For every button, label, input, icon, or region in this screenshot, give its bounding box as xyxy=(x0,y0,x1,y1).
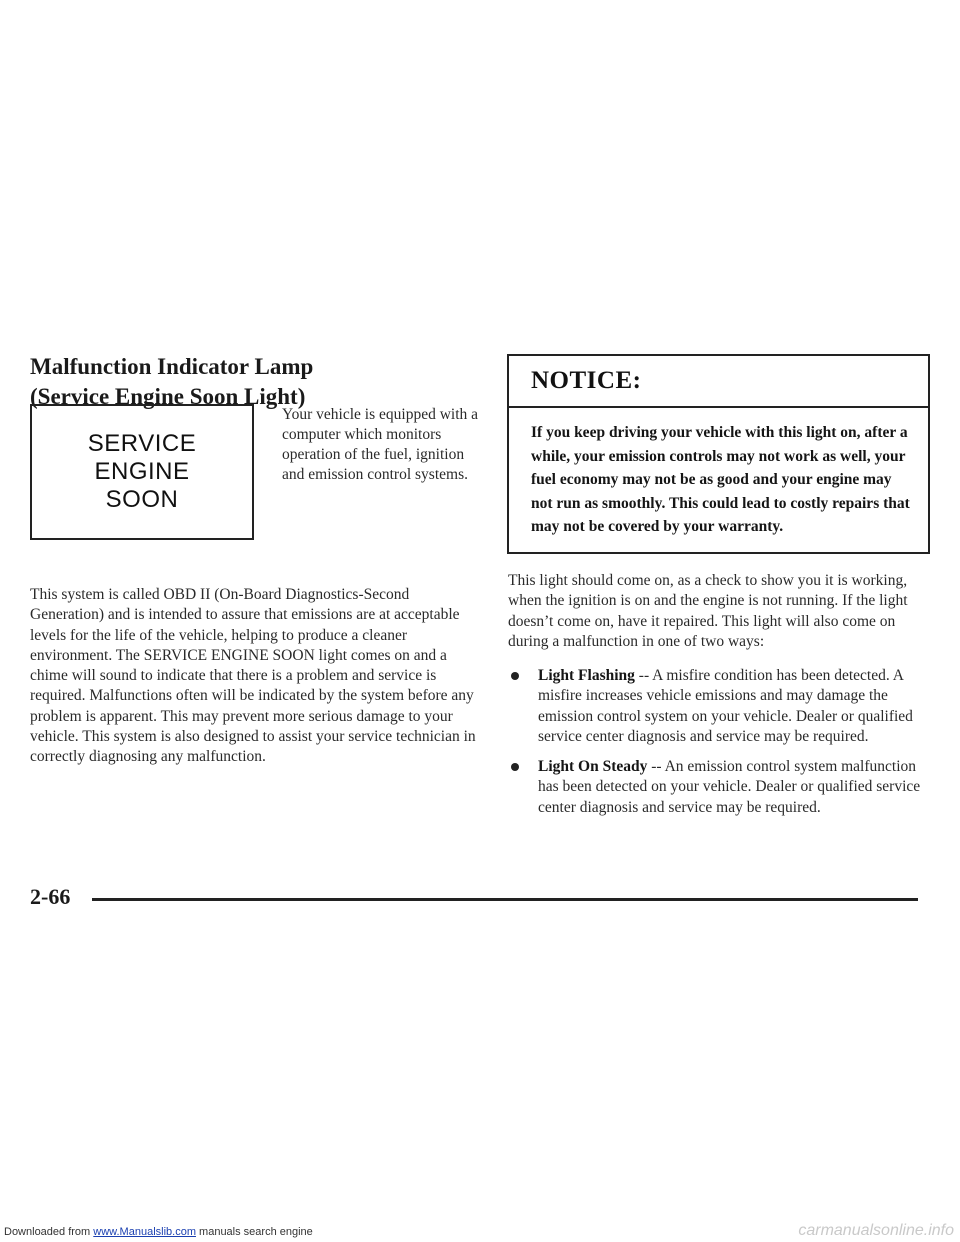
section-heading-line1: Malfunction Indicator Lamp xyxy=(30,354,314,379)
lamp-text-line1: SERVICE xyxy=(87,430,197,457)
bulb-check-paragraph: This light should come on, as a check to show you it is working, when the ignition is on and the engine is not running. If the light doesn’t come on, have it repaired. This light will also come on during a malfunction in one of two ways: xyxy=(508,572,908,650)
list-item-text: -- A misfire condition has been detected. A misfire increases vehicle emissions and may damage the emission control system on your vehicle. Dealer or qualified service center diagnosis and service may be required. xyxy=(538,667,913,745)
intro-paragraph: Your vehicle is equipped with a computer which monitors operation of the fuel, ignition and emission control systems. xyxy=(282,406,479,483)
bullet-icon xyxy=(511,672,519,680)
section-heading-line2: (Service Engine Soon Light) xyxy=(30,384,306,409)
bullet-icon xyxy=(511,763,519,771)
page-number: 2-66 xyxy=(30,884,71,909)
notice-title: NOTICE: xyxy=(509,356,928,408)
footer-prefix: Downloaded from xyxy=(4,1226,94,1238)
footer-divider xyxy=(92,898,918,901)
notice-body: If you keep driving your vehicle with this light on, after a while, your emission controls may not work as well, your fuel economy may not be as good and your engine may not run as smoothly. This could lead to costly repairs that may not be covered by your warranty. xyxy=(531,424,910,535)
obd-paragraph: This system is called OBD II (On-Board Diagnostics-Second Generation) and is intended to assure that emissions are at acceptable levels for the life of the vehicle, helping to produce a cleaner environment. The SERVICE ENGINE SOON light comes on and a chime will sound to indicate that there is a problem and service is required. Malfunctions often will be indicated by the system before any problem is apparent. This may prevent more serious damage to your vehicle. This system is also designed to assist your service technician in correctly diagnosing any malfunction. xyxy=(30,586,476,766)
list-item xyxy=(508,666,928,747)
download-footer xyxy=(4,1226,313,1238)
section-heading xyxy=(30,352,470,412)
service-engine-soon-lamp-graphic xyxy=(30,404,254,540)
list-item-text: -- An emission control system malfunction has been detected on your vehicle. Dealer or qualified service center diagnosis and service may be required. xyxy=(538,758,921,816)
notice-box xyxy=(507,354,930,554)
watermark: carmanualsonline.info xyxy=(798,1222,954,1239)
list-item-title: Light Flashing xyxy=(538,667,635,684)
footer-suffix: manuals search engine xyxy=(195,1226,313,1238)
manualslib-link[interactable]: www.Manualslib.com xyxy=(93,1226,196,1238)
lamp-text-line3: SOON xyxy=(105,486,179,513)
malfunction-modes-list xyxy=(508,666,928,818)
lamp-text-line2: ENGINE xyxy=(94,458,190,485)
list-item-title: Light On Steady xyxy=(538,758,648,776)
list-item xyxy=(508,757,928,818)
